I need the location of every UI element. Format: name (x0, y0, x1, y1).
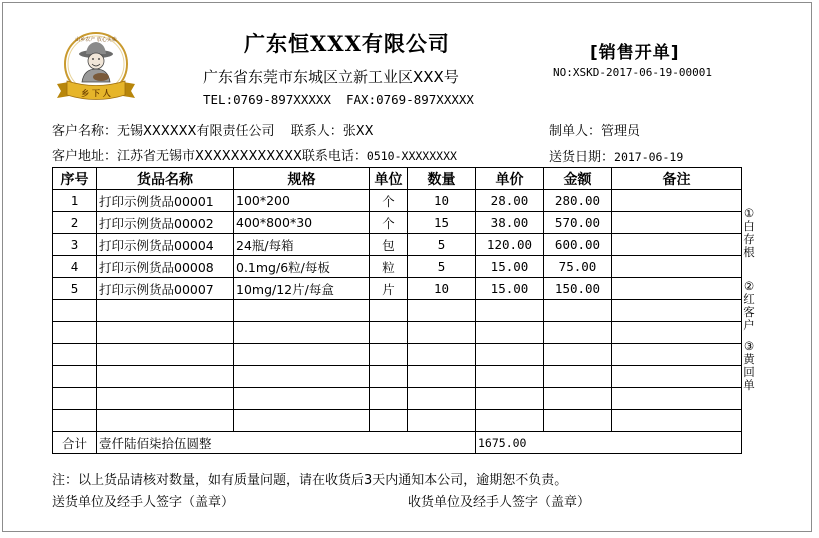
cell-amount: 570.00 (544, 212, 612, 234)
delivery-date-label: 送货日期： (549, 150, 615, 165)
cell-price: 15.00 (476, 256, 544, 278)
cell-price: 28.00 (476, 190, 544, 212)
cell-name: 打印示例货品00008 (97, 256, 234, 278)
cell-price: 38.00 (476, 212, 544, 234)
empty-row (53, 344, 742, 366)
total-label: 合计 (53, 432, 97, 454)
copy-label-red-customer: ②红客户 (743, 279, 755, 332)
table-row (53, 212, 742, 234)
cell-remark (612, 234, 742, 256)
cell-qty: 10 (408, 190, 476, 212)
creator-value: 管理员 (601, 124, 641, 139)
customer-address-value: 江苏省无锡市XXXXXXXXXXXX (117, 149, 302, 164)
creator-label: 制单人： (549, 124, 602, 139)
cell-price: 120.00 (476, 234, 544, 256)
cell-no: 4 (53, 256, 97, 278)
document-number: NO:XSKD-2017-06-19-00001 (553, 66, 712, 79)
cell-unit: 包 (370, 234, 408, 256)
cell-qty: 5 (408, 256, 476, 278)
table-row (53, 278, 742, 300)
col-header-spec: 规格 (234, 168, 370, 190)
cell-spec: 10mg/12片/每盒 (234, 278, 370, 300)
empty-row (53, 366, 742, 388)
cell-qty: 10 (408, 278, 476, 300)
delivery-date-value: 2017-06-19 (614, 150, 684, 164)
farmer-logo-icon (51, 30, 141, 106)
table-row (53, 234, 742, 256)
table-row (53, 190, 742, 212)
total-amount-in-words: 壹仟陆佰柒拾伍圆整 (97, 432, 476, 454)
cell-name: 打印示例货品00007 (97, 278, 234, 300)
cell-unit: 个 (370, 190, 408, 212)
contact-label: 联系人： (290, 124, 343, 139)
cell-remark (612, 212, 742, 234)
creator-line (549, 120, 640, 139)
cell-qty: 5 (408, 234, 476, 256)
empty-row (53, 322, 742, 344)
cell-name: 打印示例货品00004 (97, 234, 234, 256)
col-header-remark: 备注 (612, 168, 742, 190)
col-header-amount: 金额 (544, 168, 612, 190)
company-tel-fax: TEL:0769-897XXXXX FAX:0769-897XXXXX (203, 92, 474, 107)
svg-text:山乡农产 放心美味: 山乡农产 放心美味 (75, 37, 117, 43)
col-header-price: 单价 (476, 168, 544, 190)
empty-row (53, 410, 742, 432)
col-header-unit: 单位 (370, 168, 408, 190)
cell-unit: 粒 (370, 256, 408, 278)
table-row (53, 256, 742, 278)
cell-remark (612, 278, 742, 300)
customer-name-value: 无锡XXXXXX有限责任公司 (117, 124, 275, 139)
company-logo (51, 30, 141, 106)
phone-label: 联系电话： (301, 149, 367, 164)
cell-amount: 75.00 (544, 256, 612, 278)
document-title: [销售开单] (590, 43, 680, 63)
sender-signature-label: 送货单位及经手人签字（盖章） (52, 495, 235, 510)
col-header-no: 序号 (53, 168, 97, 190)
cell-qty: 15 (408, 212, 476, 234)
cell-spec: 400*800*30 (234, 212, 370, 234)
cell-spec: 100*200 (234, 190, 370, 212)
cell-no: 3 (53, 234, 97, 256)
phone-value: 0510-XXXXXXXX (366, 149, 457, 163)
table-header-row (53, 168, 742, 190)
customer-name-label: 客户名称： (52, 124, 118, 139)
copy-label-white-stub: ①白存根 (743, 206, 755, 259)
cell-name: 打印示例货品00002 (97, 212, 234, 234)
cell-remark (612, 190, 742, 212)
cell-remark (612, 256, 742, 278)
customer-name-line (52, 120, 374, 139)
company-address: 广东省东莞市东城区立新工业区XXX号 (203, 68, 459, 86)
footer-note: 注：以上货品请核对数量，如有质量问题，请在收货后3天内通知本公司，逾期恕不负责。 (52, 473, 568, 488)
receiver-signature-label: 收货单位及经手人签字（盖章） (408, 495, 591, 510)
cell-spec: 0.1mg/6粒/每板 (234, 256, 370, 278)
customer-address-label: 客户地址： (52, 149, 118, 164)
cell-unit: 个 (370, 212, 408, 234)
total-row (53, 432, 742, 454)
cell-price: 15.00 (476, 278, 544, 300)
contact-value: 张XX (342, 124, 374, 139)
cell-spec: 24瓶/每箱 (234, 234, 370, 256)
company-name: 广东恒XXX有限公司 (244, 31, 450, 56)
cell-unit: 片 (370, 278, 408, 300)
col-header-name: 货品名称 (97, 168, 234, 190)
cell-no: 5 (53, 278, 97, 300)
empty-row (53, 300, 742, 322)
copy-label-yellow-return: ③黄回单 (743, 339, 755, 392)
cell-amount: 280.00 (544, 190, 612, 212)
cell-name: 打印示例货品00001 (97, 190, 234, 212)
col-header-qty: 数量 (408, 168, 476, 190)
cell-no: 2 (53, 212, 97, 234)
delivery-date-line (549, 146, 683, 165)
cell-no: 1 (53, 190, 97, 212)
total-amount: 1675.00 (476, 432, 742, 454)
cell-amount: 600.00 (544, 234, 612, 256)
empty-row (53, 388, 742, 410)
customer-address-line (52, 145, 457, 164)
cell-amount: 150.00 (544, 278, 612, 300)
svg-text:乡 下 人: 乡 下 人 (81, 89, 111, 98)
items-table (52, 167, 742, 454)
